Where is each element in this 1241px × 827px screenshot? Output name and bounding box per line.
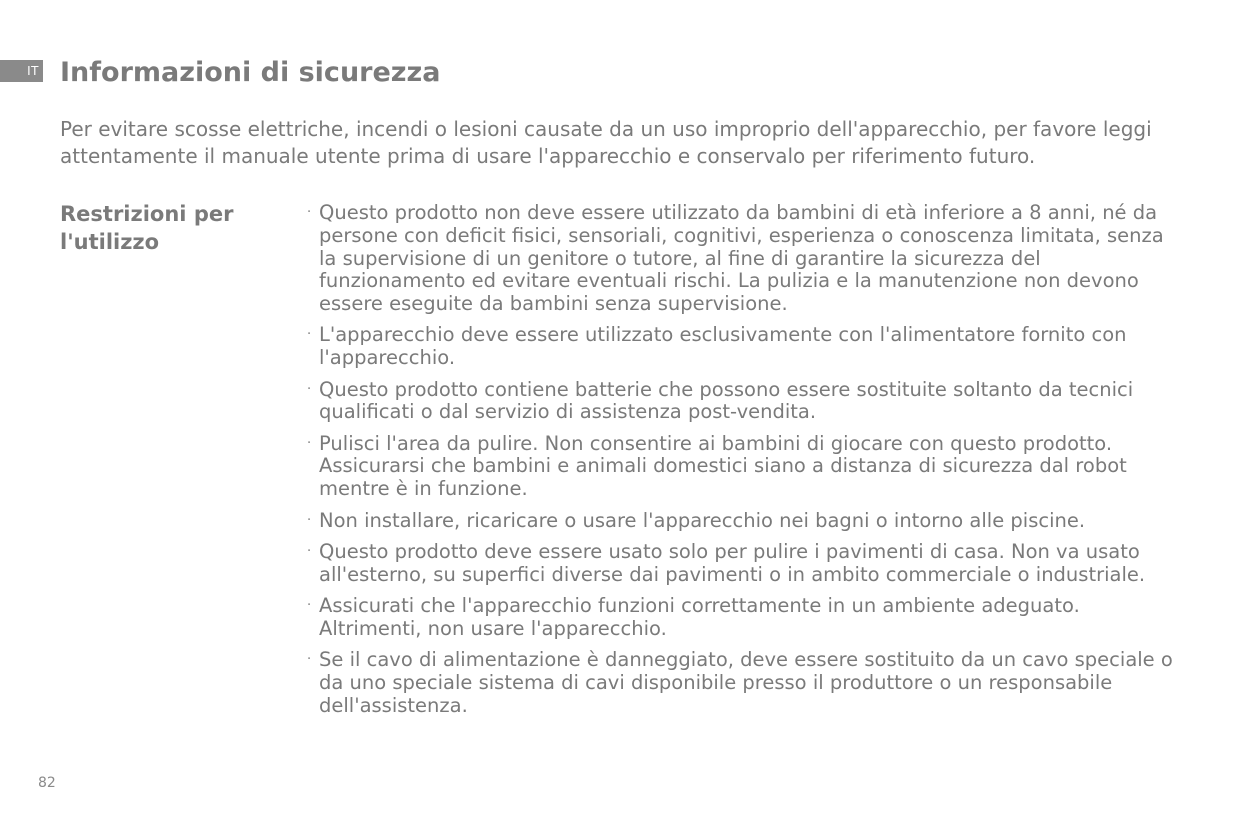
- bullet-marker: ·: [307, 512, 312, 528]
- page-number: 82: [38, 775, 56, 791]
- list-item-text: Se il cavo di alimentazione è danneggiato, deve essere sostituito da un cavo speciale o da uno speciale sistema di cavi disponibile presso il produttore o un responsabile dell'assistenza.: [319, 648, 1173, 717]
- list-item: [304, 202, 1184, 316]
- bullet-marker: ·: [307, 327, 312, 343]
- bullet-marker: ·: [307, 652, 312, 668]
- list-item-text: L'apparecchio deve essere utilizzato esclusivamente con l'alimentatore fornito con l'apparecchio.: [319, 323, 1127, 370]
- list-item-text: Assicurati che l'apparecchio funzioni correttamente in un ambiente adeguato. Altrimenti, non usare l'apparecchio.: [319, 593, 1080, 640]
- bullet-marker: ·: [307, 543, 312, 559]
- list-item: [304, 379, 1184, 425]
- section-heading: Restrizioni per l'utilizzo: [60, 202, 234, 254]
- list-item-text: Questo prodotto deve essere usato solo per pulire i pavimenti di casa. Non va usato all'esterno, su superfici diverse dai pavimenti o in ambito commerciale o industriale.: [319, 539, 1146, 586]
- list-item: [304, 510, 1184, 533]
- language-tab: IT: [0, 60, 43, 82]
- list-item: [304, 649, 1184, 717]
- list-item-text: Pulisci l'area da pulire. Non consentire ai bambini di giocare con questo prodotto. Assicurarsi che bambini e animali domestici siano a distanza di sicurezza dal robot mentre è in funzione.: [319, 431, 1127, 501]
- bullet-marker: ·: [307, 381, 312, 397]
- list-item: [304, 595, 1184, 641]
- restrictions-list: [304, 202, 1184, 726]
- list-item: [304, 541, 1184, 587]
- bullet-marker: ·: [307, 205, 312, 220]
- bullet-marker: ·: [307, 597, 312, 613]
- list-item-text: Non installare, ricaricare o usare l'apparecchio nei bagni o intorno alle piscine.: [319, 508, 1086, 532]
- intro-paragraph: Per evitare scosse elettriche, incendi o lesioni causate da un uso improprio dell'apparecchio, per favore leggi attentamente il manuale utente prima di usare l'apparecchio e conservalo per riferimento futuro.: [60, 117, 1152, 168]
- page-title: Informazioni di sicurezza: [60, 57, 441, 88]
- list-item: [304, 324, 1184, 370]
- list-item-text: Questo prodotto non deve essere utilizzato da bambini di età inferiore a 8 anni, né da persone con deficit fisici, sensoriali, cognitivi, esperienza o conoscenza limitata, senza la supervisione di un genitore o tutore, al fine di garantire la sicurezza del funzionamento ed evitare eventuali rischi. La pulizia e la manutenzione non devono essere eseguite da bambini senza supervisione.: [319, 201, 1164, 316]
- list-item-text: Questo prodotto contiene batterie che possono essere sostituite soltanto da tecnici qualificati o dal servizio di assistenza post-vendita.: [319, 377, 1134, 424]
- list-item: [304, 433, 1184, 501]
- bullet-marker: ·: [307, 435, 312, 451]
